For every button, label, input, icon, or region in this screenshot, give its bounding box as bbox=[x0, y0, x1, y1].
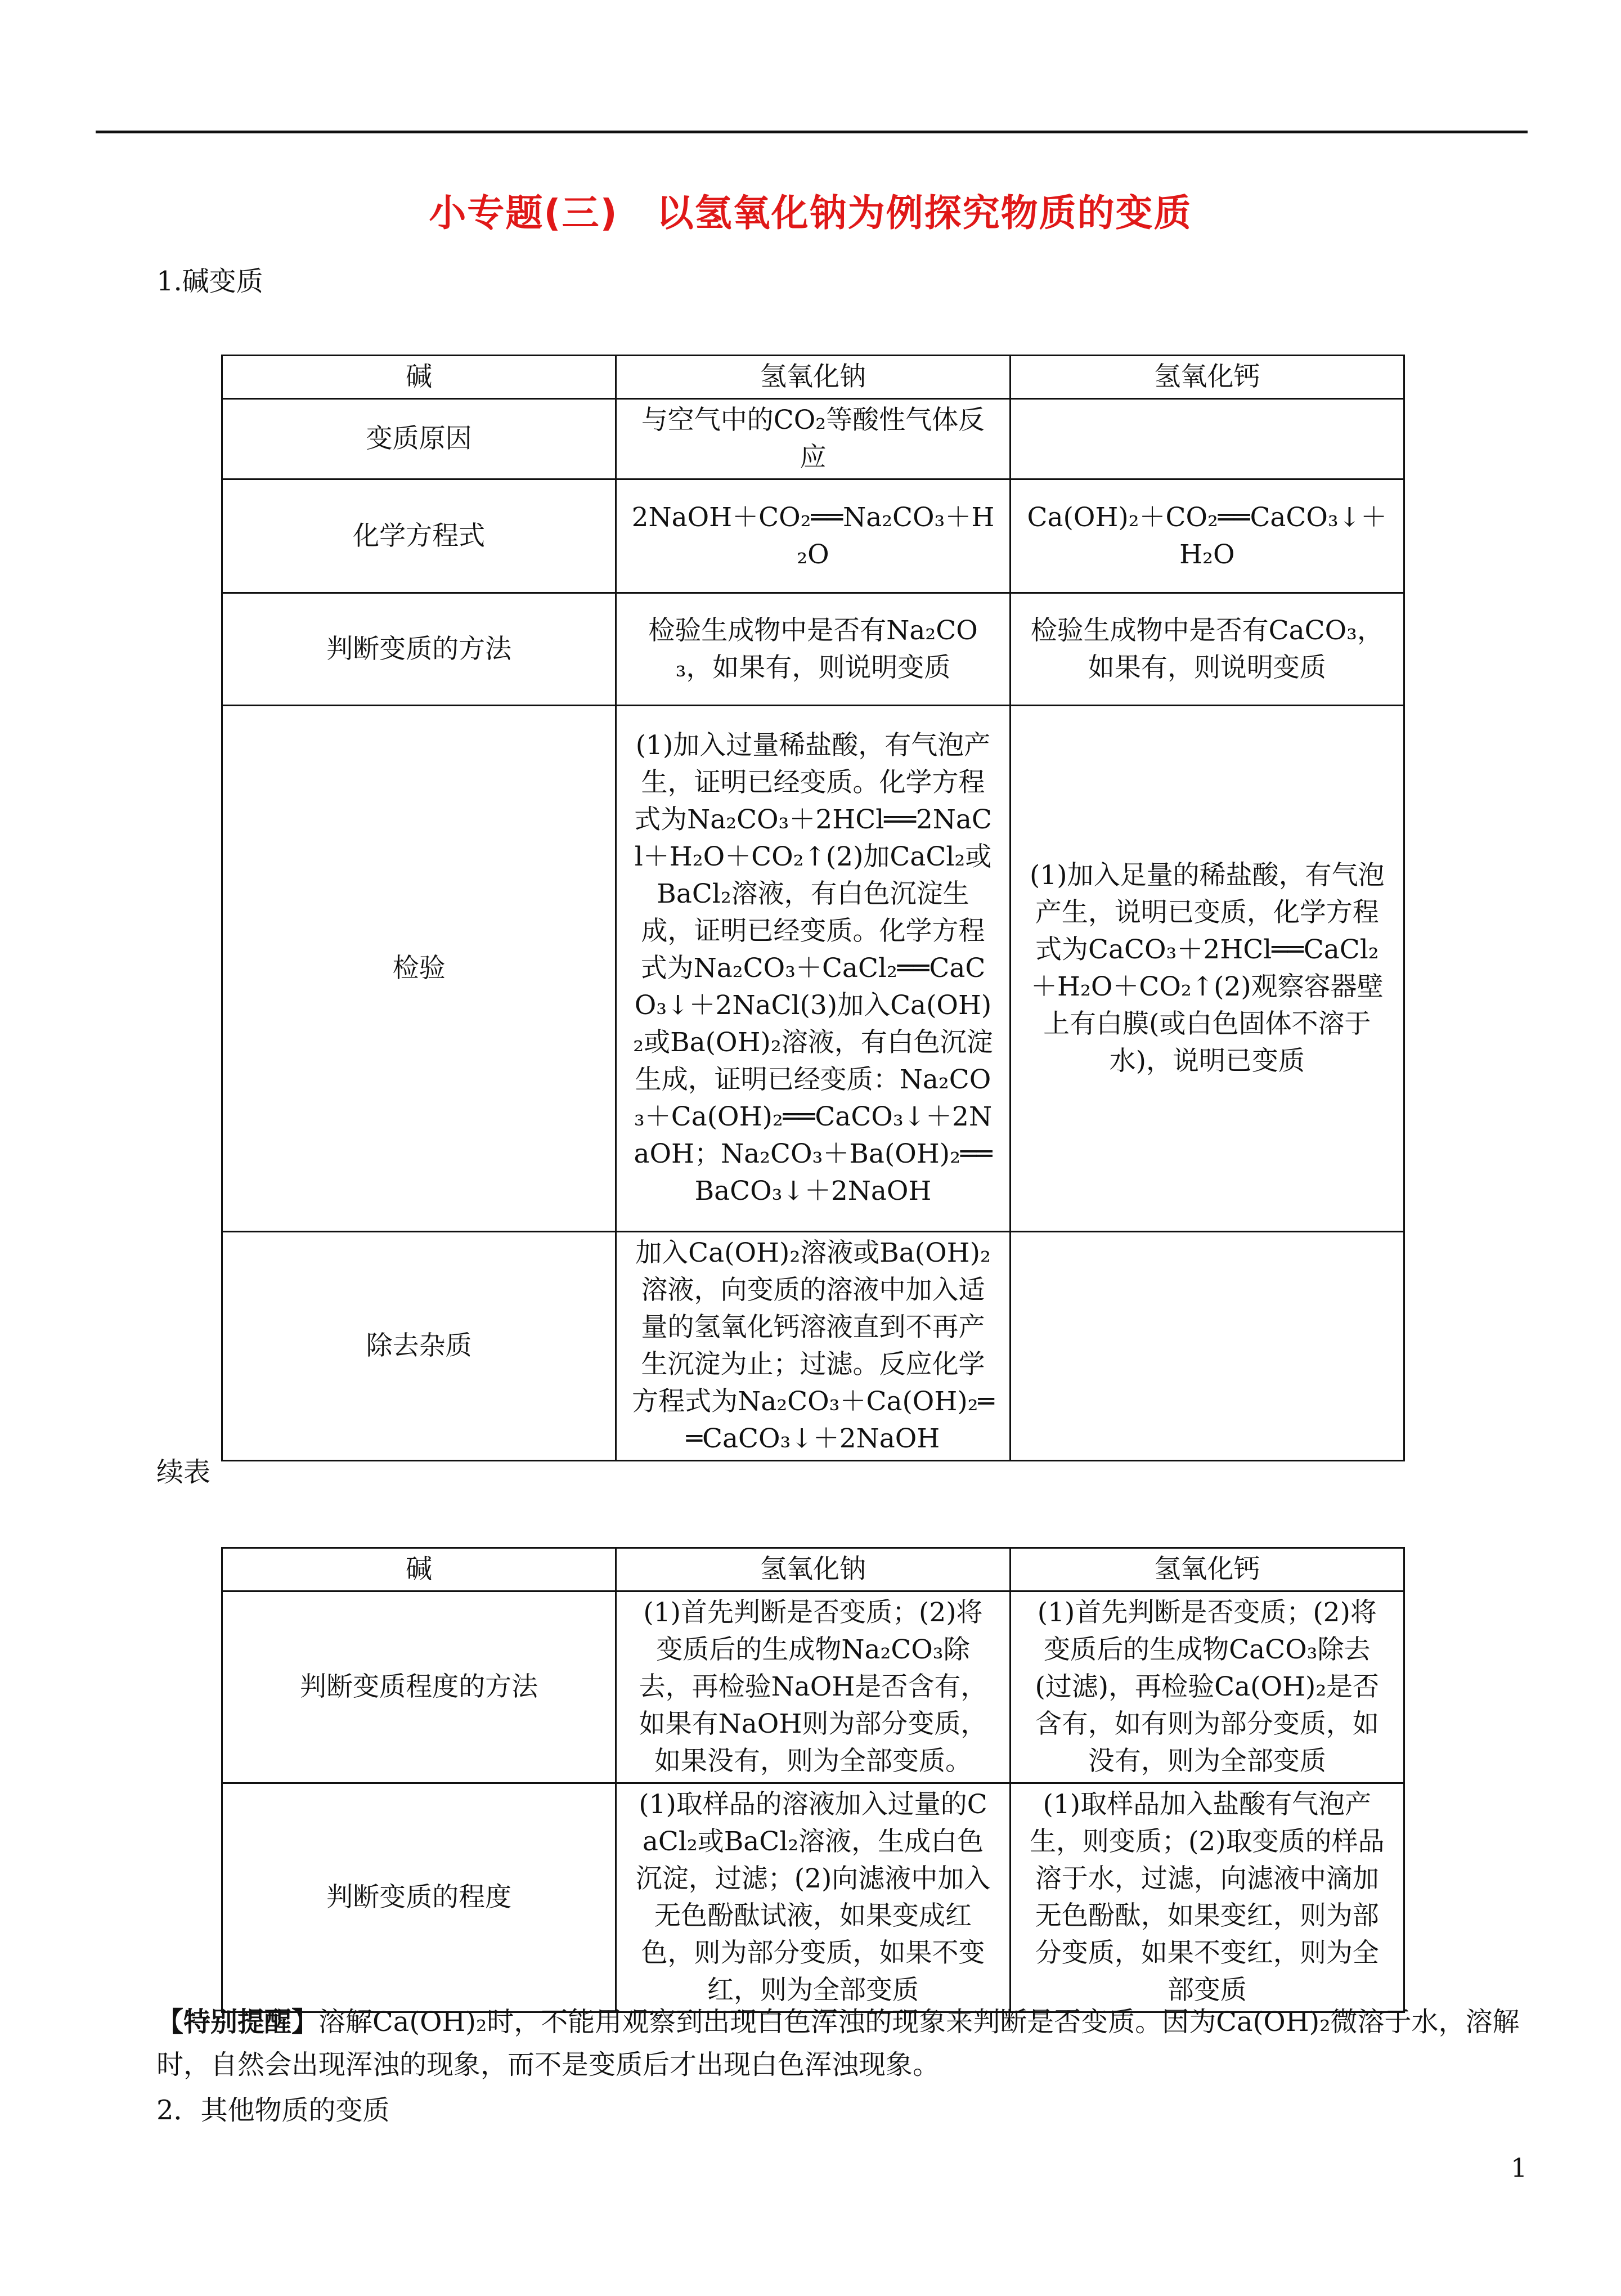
table-row bbox=[222, 399, 1404, 479]
row-label: 判断变质的方法 bbox=[222, 593, 616, 706]
page-number: 1 bbox=[1511, 2152, 1528, 2183]
row-label: 变质原因 bbox=[222, 399, 616, 479]
table-cell: (1)首先判断是否变质；(2)将变质后的生成物CaCO₃除去(过滤)，再检验Ca(OH)₂是否含有，如有则为部分变质，如没有，则为全部变质 bbox=[1010, 1591, 1404, 1783]
table-cell: Ca(OH)₂＋CO₂══CaCO₃↓＋H₂O bbox=[1010, 479, 1404, 593]
header-rule bbox=[96, 131, 1528, 133]
row-label: 判断变质的程度 bbox=[222, 1783, 616, 2012]
table-row bbox=[222, 593, 1404, 706]
table-row bbox=[222, 706, 1404, 1232]
note-text: 溶解Ca(OH)₂时，不能用观察到出现白色浑浊的现象来判断是否变质。因为Ca(OH)₂微溶于水，溶解时，自然会出现浑浊的现象，而不是变质后才出现白色浑浊现象。 bbox=[156, 2006, 1520, 2080]
table-deterioration-degree bbox=[221, 1547, 1405, 2013]
table-cell: (1)加入足量的稀盐酸，有气泡产生，说明已变质，化学方程式为CaCO₃＋2HCl══CaCl₂＋H₂O＋CO₂↑(2)观察容器壁上有白膜(或白色固体不溶于水)，说明已变质 bbox=[1010, 706, 1404, 1232]
table-cell: 与空气中的CO₂等酸性气体反应 bbox=[616, 399, 1010, 479]
table-cell bbox=[1010, 1232, 1404, 1461]
table-base-deterioration bbox=[221, 355, 1405, 1461]
row-label: 检验 bbox=[222, 706, 616, 1232]
table-cell: 加入Ca(OH)₂溶液或Ba(OH)₂溶液，向变质的溶液中加入适量的氢氧化钙溶液直到不再产生沉淀为止；过滤。反应化学方程式为Na₂CO₃＋Ca(OH)₂══CaCO₃↓＋2NaOH bbox=[616, 1232, 1010, 1461]
table-cell: (1)加入过量稀盐酸，有气泡产生，证明已经变质。化学方程式为Na₂CO₃＋2HCl══2NaCl＋H₂O＋CO₂↑(2)加CaCl₂或BaCl₂溶液，有白色沉淀生成，证明已经变质。化学方程式为Na₂CO₃＋CaCl₂══CaCO₃↓＋2NaCl(3)加入Ca(OH)₂或Ba(OH)₂溶液，有白色沉淀生成，证明已经变质：Na₂CO₃＋Ca(OH)₂══CaCO₃↓＋2NaOH；Na₂CO₃＋Ba(OH)₂══BaCO₃↓＋2NaOH bbox=[616, 706, 1010, 1232]
table-cell: (1)取样品加入盐酸有气泡产生，则变质；(2)取变质的样品溶于水，过滤，向滤液中滴加无色酚酞，如果变红，则为部分变质，如果不变红，则为全部变质 bbox=[1010, 1783, 1404, 2012]
table-header-row bbox=[222, 1548, 1404, 1591]
table-cell: (1)取样品的溶液加入过量的CaCl₂或BaCl₂溶液，生成白色沉淀，过滤；(2)向滤液中加入无色酚酞试液，如果变成红色，则为部分变质，如果不变红，则为全部变质 bbox=[616, 1783, 1010, 2012]
table-row bbox=[222, 1232, 1404, 1461]
section-heading-1: 1.碱变质 bbox=[156, 266, 263, 297]
row-label: 化学方程式 bbox=[222, 479, 616, 593]
header-cell: 氢氧化钠 bbox=[616, 356, 1010, 399]
table-row bbox=[222, 479, 1404, 593]
header-cell: 氢氧化钙 bbox=[1010, 1548, 1404, 1591]
table-cell: 检验生成物中是否有Na₂CO₃，如果有，则说明变质 bbox=[616, 593, 1010, 706]
continued-label: 续表 bbox=[156, 1456, 211, 1488]
table-row bbox=[222, 1591, 1404, 1783]
header-cell: 氢氧化钙 bbox=[1010, 356, 1404, 399]
page-title: 小专题(三) 以氢氧化钠为例探究物质的变质 bbox=[429, 191, 1192, 235]
header-cell: 氢氧化钠 bbox=[616, 1548, 1010, 1591]
table-cell: 检验生成物中是否有CaCO₃，如果有，则说明变质 bbox=[1010, 593, 1404, 706]
header-cell: 碱 bbox=[222, 1548, 616, 1591]
special-note bbox=[156, 2001, 1529, 2086]
table-row bbox=[222, 1783, 1404, 2012]
table-header-row bbox=[222, 356, 1404, 399]
section-heading-2: 2．其他物质的变质 bbox=[156, 2095, 390, 2126]
row-label: 除去杂质 bbox=[222, 1232, 616, 1461]
row-label: 判断变质程度的方法 bbox=[222, 1591, 616, 1783]
note-label: 【特别提醒】 bbox=[156, 2006, 319, 2038]
table-cell: (1)首先判断是否变质；(2)将变质后的生成物Na₂CO₃除去，再检验NaOH是否含有，如果有NaOH则为部分变质，如果没有，则为全部变质。 bbox=[616, 1591, 1010, 1783]
table-cell bbox=[1010, 399, 1404, 479]
table-cell: 2NaOH＋CO₂══Na₂CO₃＋H₂O bbox=[616, 479, 1010, 593]
header-cell: 碱 bbox=[222, 356, 616, 399]
